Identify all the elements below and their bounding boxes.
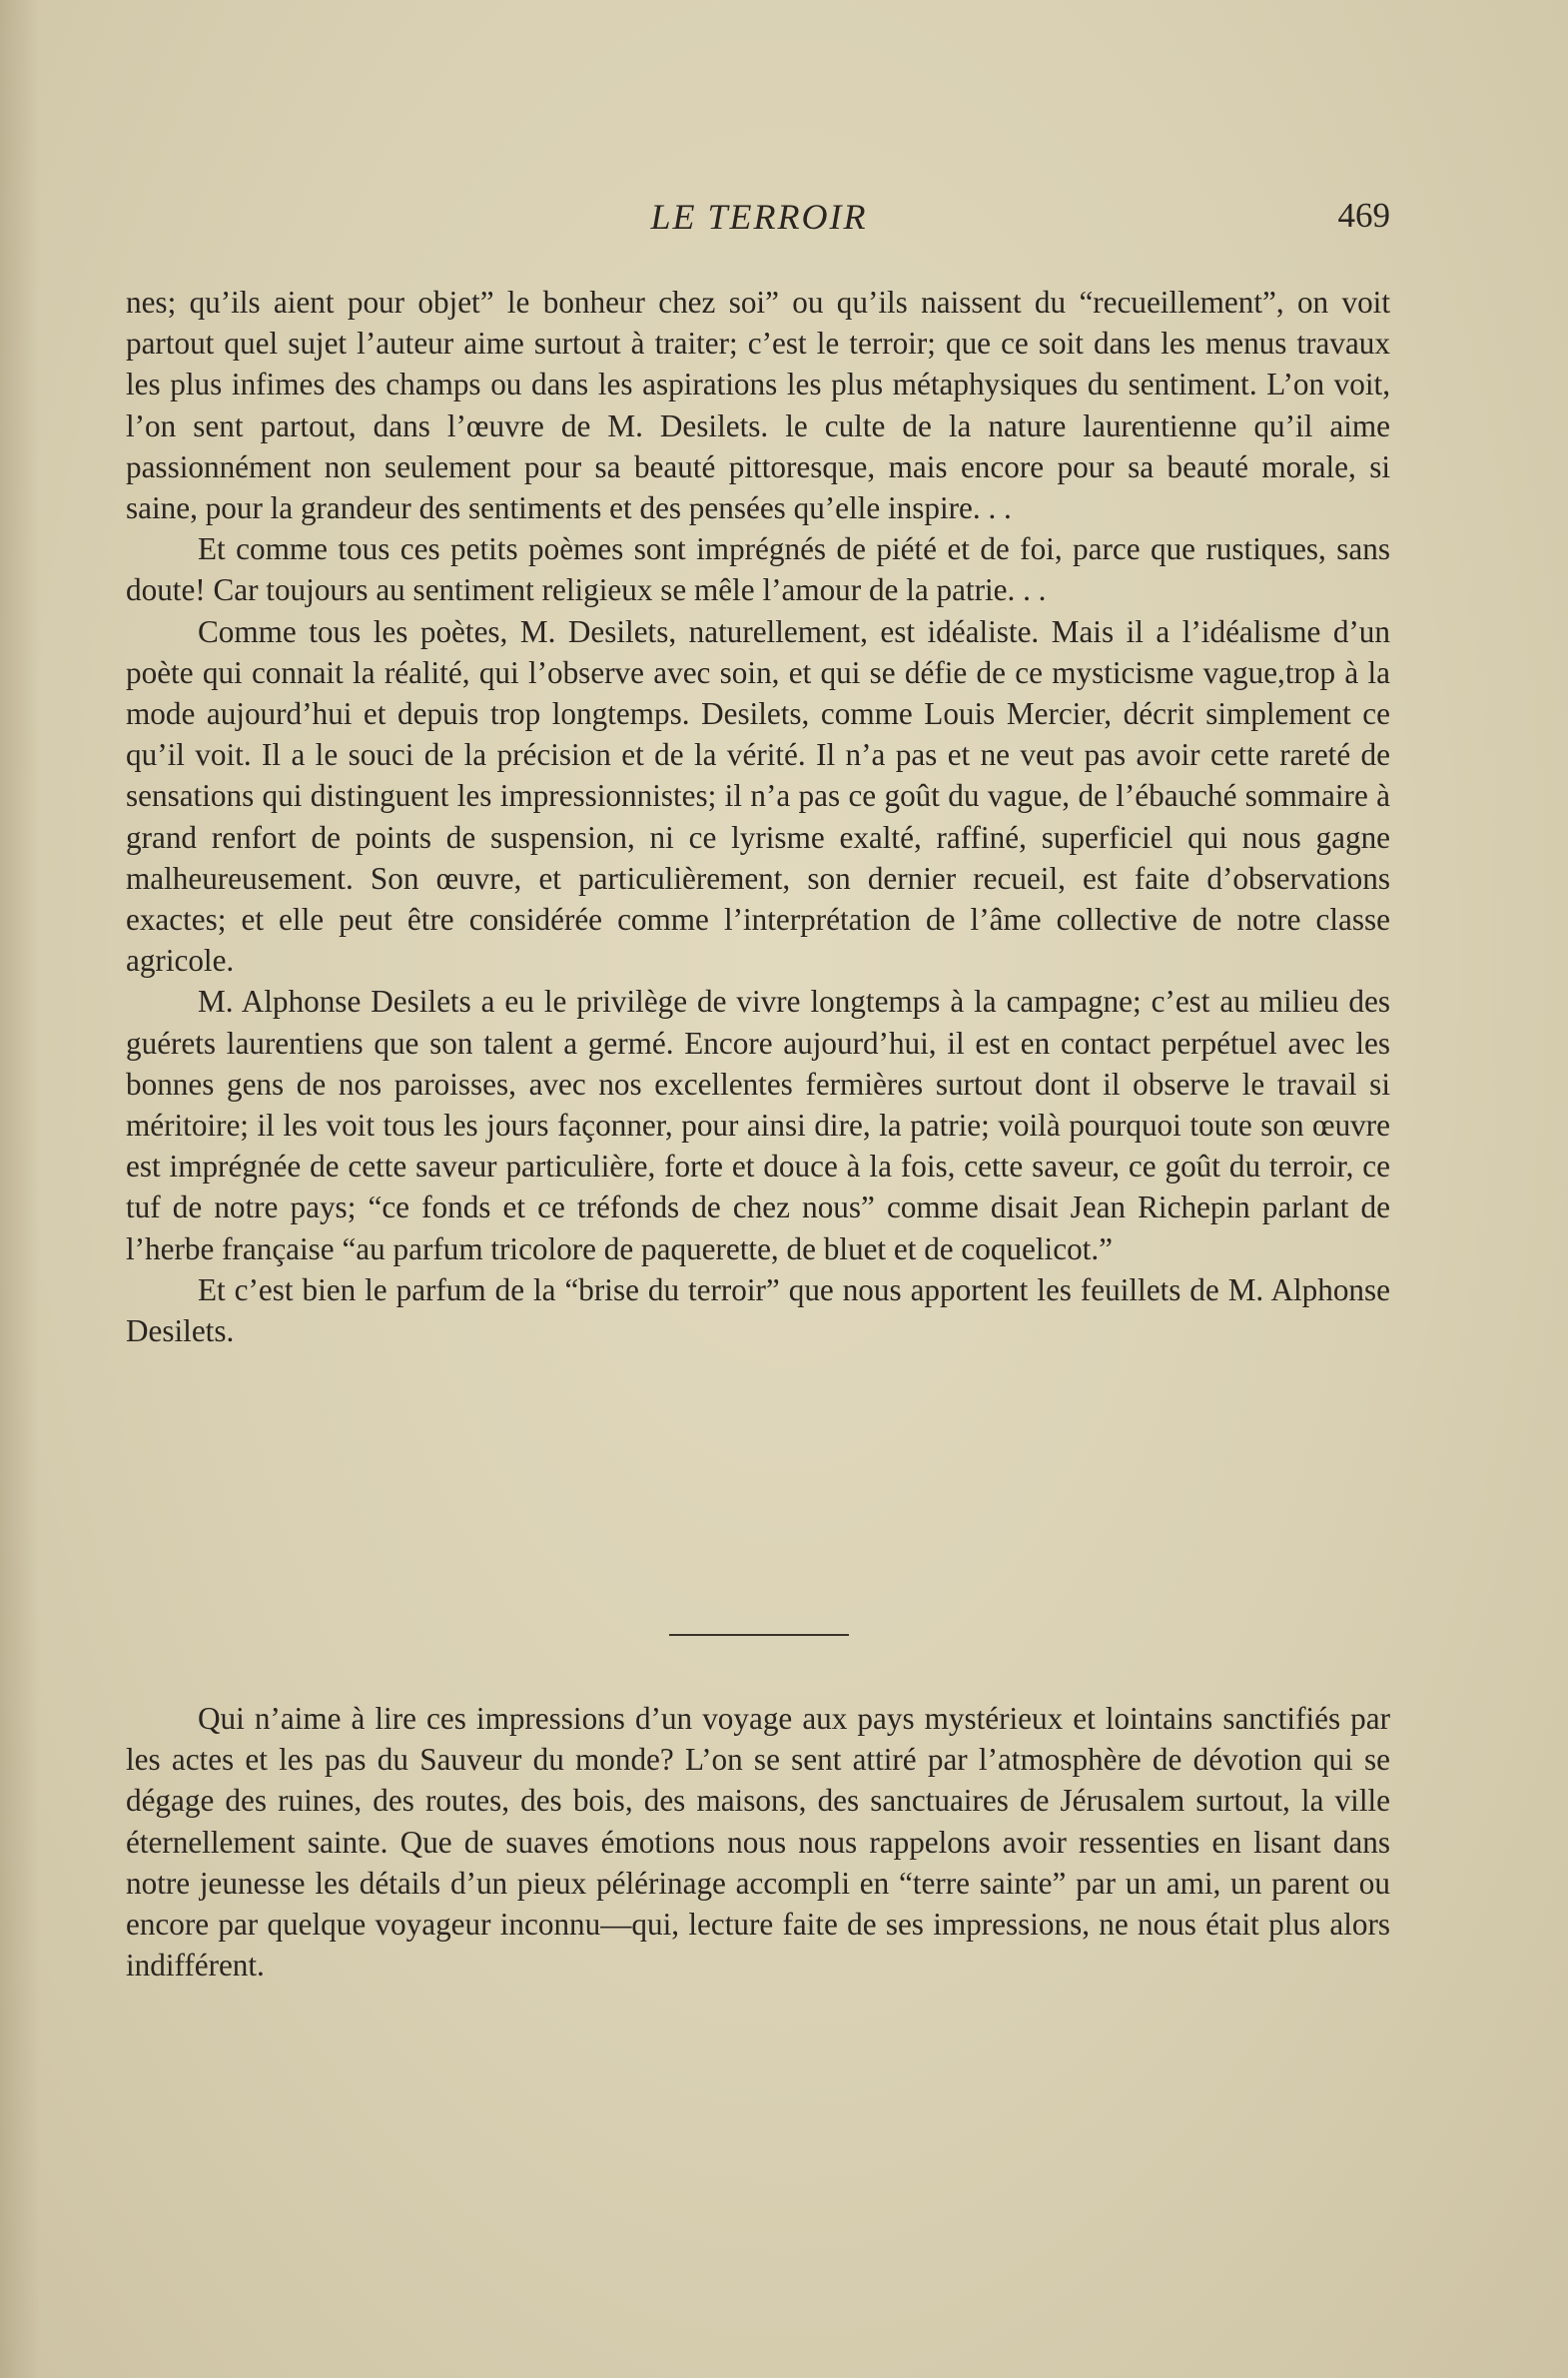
body-section-1 bbox=[126, 282, 1390, 1351]
paragraph: Comme tous les poètes, M. Desilets, naturellement, est idéaliste. Mais il a l’idéalisme d’un poète qui connait la réalité, qui l’observe avec soin, et qui se défie de ce mysticisme vague,trop à la mode aujourd’hui et depuis trop longtemps. Desilets, comme Louis Mercier, décrit simplement ce qu’il voit. Il a le souci de la précision et de la vérité. Il n’a pas et ne veut pas avoir cette rareté de sensations qui distinguent les impressionnistes; il n’a pas ce goût du vague, de l’ébauché sommaire à grand renfort de points de suspension, ni ce lyrisme exalté, raffiné, superficiel qui nous gagne malheureusement. Son œuvre, et particulièrement, son dernier recueil, est faite d’observations exactes; et elle peut être considérée comme l’interprétation de l’âme collective de notre classe agricole. bbox=[126, 613, 1390, 979]
body-section-2 bbox=[126, 1698, 1390, 1985]
running-title: LE TERROIR bbox=[650, 197, 868, 237]
section-divider-rule bbox=[669, 1634, 849, 1636]
paragraph: M. Alphonse Desilets a eu le privilège de vivre longtemps à la campagne; c’est au milieu des guérets laurentiens que son talent a germé. Encore aujourd’hui, il est en contact perpétuel avec les bonnes gens de nos paroisses, avec nos excellentes fermières surtout dont il observe le travail si méritoire; il les voit tous les jours façonner, pour ainsi dire, la patrie; voilà pourquoi toute son œuvre est imprégnée de cette saveur particulière, forte et douce à la fois, cette saveur, ce goût du terroir, ce tuf de notre pays; “ce fonds et ce tréfonds de chez nous” comme disait Jean Richepin parlant de l’herbe française “au parfum tricolore de paquerette, de bluet et de coquelicot.” bbox=[126, 984, 1390, 1266]
paragraph: Qui n’aime à lire ces impressions d’un voyage aux pays mystérieux et lointains sanctifiés par les actes et les pas du Sauveur du monde? L’on se sent attiré par l’atmosphère de dévotion qui se dégage des ruines, des routes, des bois, des maisons, des sanctuaires de Jérusalem surtout, la ville éternellement sainte. Que de suaves émotions nous nous rappelons avoir ressenties en lisant dans notre jeunesse les détails d’un pieux pélérinage accompli en “terre sainte” par un ami, un parent ou encore par quelque voyageur inconnu—qui, lecture faite de ses impressions, ne nous était plus alors indifférent. bbox=[126, 1701, 1390, 1983]
paragraph-continued: nes; qu’ils aient pour objet” le bonheur chez soi” ou qu’ils naissent du “recueillement”, on voit partout quel sujet l’auteur aime surtout à traiter; c’est le terroir; que ce soit dans les menus travaux les plus infimes des champs ou dans les aspirations les plus métaphysiques du sentiment. L’on voit, l’on sent partout, dans l’œuvre de M. Desilets. le culte de la nature laurentienne qu’il aime passionnément non seulement pour sa beauté pittoresque, mais encore pour sa beauté morale, si saine, pour la grandeur des sentiments et des pensées qu’elle inspire. . . bbox=[126, 285, 1390, 526]
paragraph: Et comme tous ces petits poèmes sont imprégnés de piété et de foi, parce que rustiques, sans doute! Car toujours au sentiment religieux se mêle l’amour de la patrie. . . bbox=[126, 531, 1390, 608]
page-number: 469 bbox=[1337, 196, 1390, 235]
paragraph: Et c’est bien le parfum de la “brise du terroir” que nous apportent les feuillets de M. Alphonse Desilets. bbox=[126, 1271, 1390, 1349]
page-header bbox=[130, 196, 1388, 246]
